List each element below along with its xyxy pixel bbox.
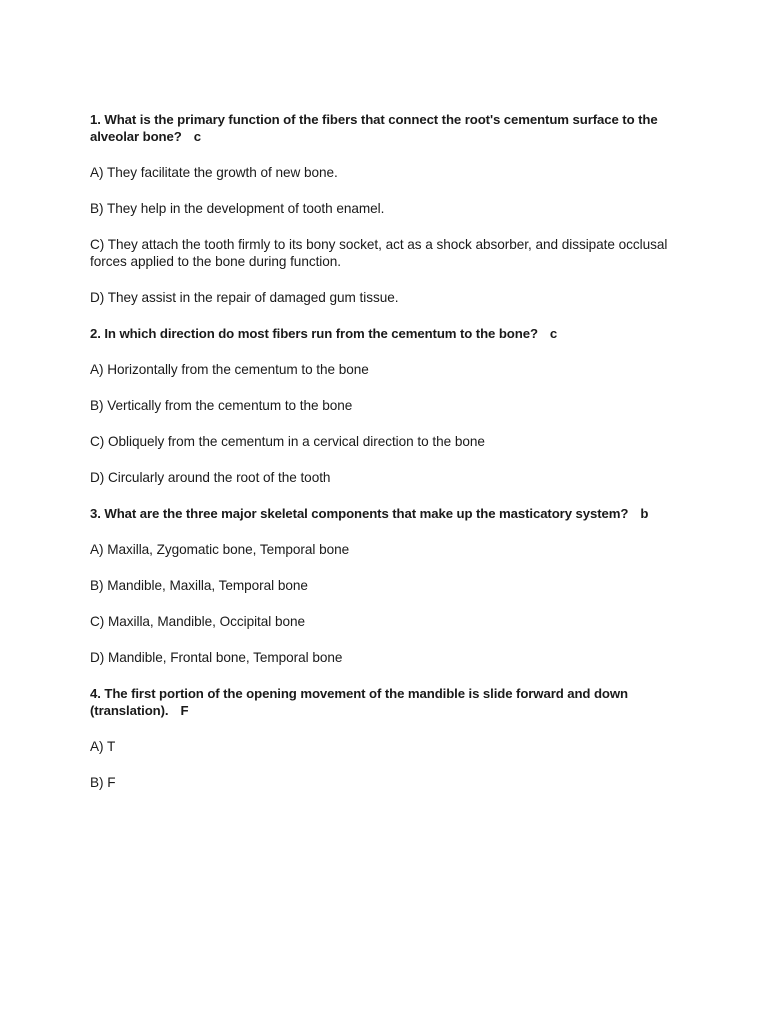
- question-2: [90, 325, 680, 486]
- option-a: A) Maxilla, Zygomatic bone, Temporal bone: [90, 542, 350, 557]
- question-1: [90, 111, 680, 306]
- answer-key: c: [193, 129, 201, 144]
- option-c: C) They attach the tooth firmly to its bony socket, act as a shock absorber, and dissipate occlusal forces applied to the bone during function.: [90, 237, 668, 269]
- question-text: 3. What are the three major skeletal components that make up the masticatory system?: [90, 506, 629, 521]
- question-text: 1. What is the primary function of the fibers that connect the root's cementum surface to the alveolar bone?: [90, 112, 658, 144]
- question-4: [90, 685, 680, 791]
- question-3: [90, 505, 680, 666]
- answer-key: c: [549, 326, 558, 341]
- question-title: [90, 111, 680, 145]
- option-d: D) They assist in the repair of damaged gum tissue.: [90, 290, 399, 305]
- option-a: A) T: [90, 739, 116, 754]
- option-c: C) Maxilla, Mandible, Occipital bone: [90, 614, 306, 629]
- answer-key: b: [640, 506, 649, 521]
- question-title: [90, 505, 680, 522]
- option-d: D) Circularly around the root of the tooth: [90, 470, 331, 485]
- option-b: B) They help in the development of tooth enamel.: [90, 201, 385, 216]
- option-b: B) Mandible, Maxilla, Temporal bone: [90, 578, 308, 593]
- question-title: [90, 685, 680, 719]
- question-text: 2. In which direction do most fibers run from the cementum to the bone?: [90, 326, 538, 341]
- option-b: B) Vertically from the cementum to the bone: [90, 398, 353, 413]
- document-page: [90, 111, 680, 809]
- question-text: 4. The first portion of the opening movement of the mandible is slide forward and down (translation).: [90, 686, 628, 718]
- option-b: B) F: [90, 775, 116, 790]
- option-d: D) Mandible, Frontal bone, Temporal bone: [90, 650, 343, 665]
- option-a: A) Horizontally from the cementum to the bone: [90, 362, 369, 377]
- option-a: A) They facilitate the growth of new bone.: [90, 165, 338, 180]
- option-c: C) Obliquely from the cementum in a cervical direction to the bone: [90, 434, 485, 449]
- question-title: [90, 325, 680, 342]
- answer-key: F: [180, 703, 189, 718]
